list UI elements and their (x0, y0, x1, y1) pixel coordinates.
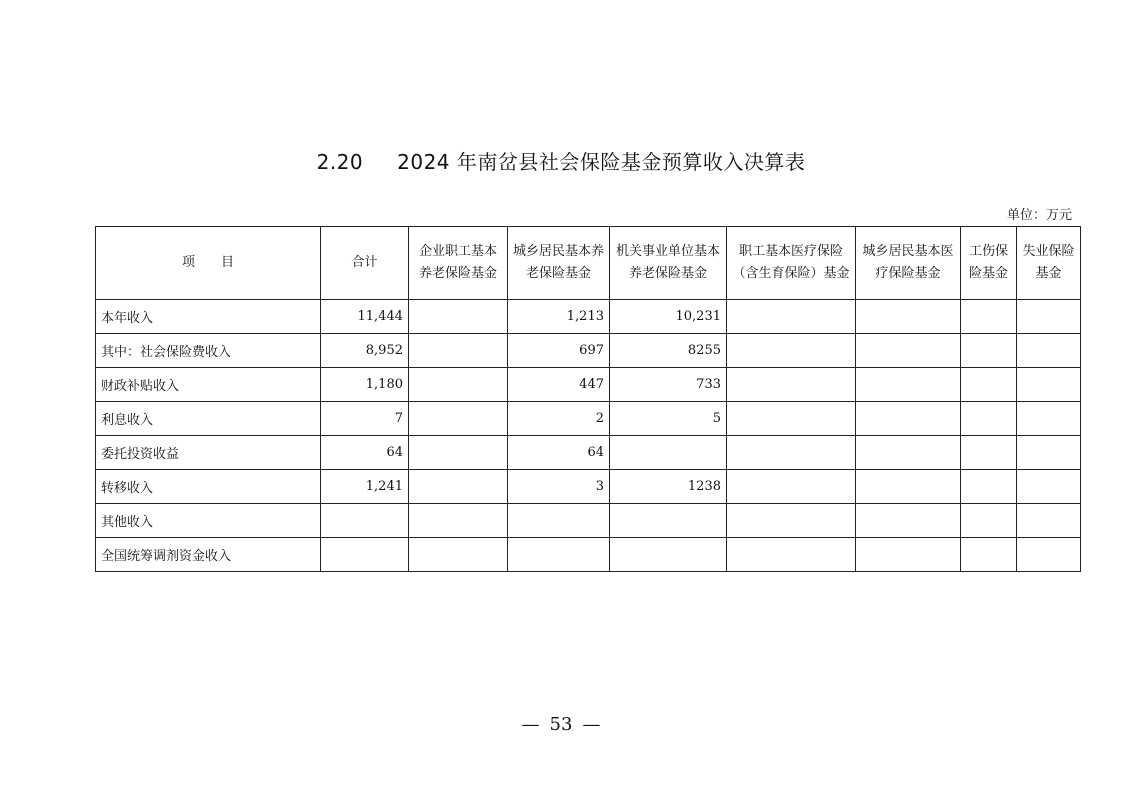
table-cell (409, 334, 508, 368)
table-cell (1017, 538, 1081, 572)
table-row (96, 504, 1081, 538)
column-header-item: 项 目 (96, 227, 321, 300)
column-header-enterprise-pension: 企业职工基本养老保险基金 (409, 227, 508, 300)
row-label: 委托投资收益 (96, 436, 321, 470)
table-cell (856, 402, 961, 436)
table-cell (727, 436, 856, 470)
table-cell (1017, 300, 1081, 334)
table-cell: 1238 (610, 470, 727, 504)
table-cell: 11,444 (321, 300, 409, 334)
table-cell (1017, 368, 1081, 402)
section-number: 2.20 (316, 150, 364, 174)
table-cell: 8,952 (321, 334, 409, 368)
page-title (0, 146, 1122, 175)
table-cell (1017, 334, 1081, 368)
table-cell: 1,241 (321, 470, 409, 504)
table-cell (727, 504, 856, 538)
table-cell (610, 504, 727, 538)
table-cell (1017, 436, 1081, 470)
table-cell (321, 538, 409, 572)
table-cell: 733 (610, 368, 727, 402)
row-label: 其他收入 (96, 504, 321, 538)
column-header-resident-medical: 城乡居民基本医疗保险基金 (856, 227, 961, 300)
column-header-employee-medical: 职工基本医疗保险（含生育保险）基金 (727, 227, 856, 300)
row-label: 转移收入 (96, 470, 321, 504)
table-cell: 1,180 (321, 368, 409, 402)
table-cell (610, 538, 727, 572)
column-header-total: 合计 (321, 227, 409, 300)
table-cell (409, 300, 508, 334)
table-cell (1017, 470, 1081, 504)
table-cell (856, 504, 961, 538)
table-cell: 2 (508, 402, 610, 436)
page-number: — 53 — (521, 714, 601, 735)
budget-table (95, 226, 1081, 572)
table-cell (409, 470, 508, 504)
table-cell (961, 470, 1017, 504)
table-cell: 447 (508, 368, 610, 402)
table-cell: 64 (321, 436, 409, 470)
table-row (96, 334, 1081, 368)
table-cell (321, 504, 409, 538)
unit-label: 单位：万元 (1006, 208, 1072, 223)
table-cell (961, 504, 1017, 538)
table-cell (409, 402, 508, 436)
table-row (96, 470, 1081, 504)
table-row (96, 402, 1081, 436)
table-cell (1017, 504, 1081, 538)
table-cell (727, 334, 856, 368)
row-label: 全国统筹调剂资金收入 (96, 538, 321, 572)
table-cell: 5 (610, 402, 727, 436)
table-cell (409, 436, 508, 470)
table-cell (409, 504, 508, 538)
table-cell (856, 334, 961, 368)
table-cell (1017, 402, 1081, 436)
table-cell (727, 368, 856, 402)
table-cell (961, 300, 1017, 334)
row-label: 本年收入 (96, 300, 321, 334)
table-cell (961, 368, 1017, 402)
table-cell (961, 538, 1017, 572)
table-row (96, 436, 1081, 470)
table-cell (727, 300, 856, 334)
header-row (96, 227, 1081, 300)
table-cell (727, 402, 856, 436)
row-label: 财政补贴收入 (96, 368, 321, 402)
table-row (96, 300, 1081, 334)
column-header-unemployment: 失业保险基金 (1017, 227, 1081, 300)
table-cell (856, 368, 961, 402)
table-cell (961, 436, 1017, 470)
table-cell (856, 300, 961, 334)
table-title: 2024 年南岔县社会保险基金预算收入决算表 (397, 150, 806, 174)
column-header-work-injury: 工伤保险基金 (961, 227, 1017, 300)
table-row (96, 368, 1081, 402)
table-cell (727, 470, 856, 504)
table-cell (409, 368, 508, 402)
table-cell (610, 436, 727, 470)
table-cell (856, 436, 961, 470)
table-row (96, 538, 1081, 572)
table-cell: 1,213 (508, 300, 610, 334)
column-header-resident-pension: 城乡居民基本养老保险基金 (508, 227, 610, 300)
table-cell: 10,231 (610, 300, 727, 334)
table-cell (508, 504, 610, 538)
table-cell (961, 402, 1017, 436)
table-cell (961, 334, 1017, 368)
table-cell: 64 (508, 436, 610, 470)
table-cell (727, 538, 856, 572)
column-header-institution-pension: 机关事业单位基本养老保险基金 (610, 227, 727, 300)
table-cell: 7 (321, 402, 409, 436)
table-cell: 3 (508, 470, 610, 504)
table-cell (856, 470, 961, 504)
table-cell (508, 538, 610, 572)
row-label: 利息收入 (96, 402, 321, 436)
table-cell (409, 538, 508, 572)
table-cell: 8255 (610, 334, 727, 368)
table-cell: 697 (508, 334, 610, 368)
table-cell (856, 538, 961, 572)
row-label: 其中：社会保险费收入 (96, 334, 321, 368)
